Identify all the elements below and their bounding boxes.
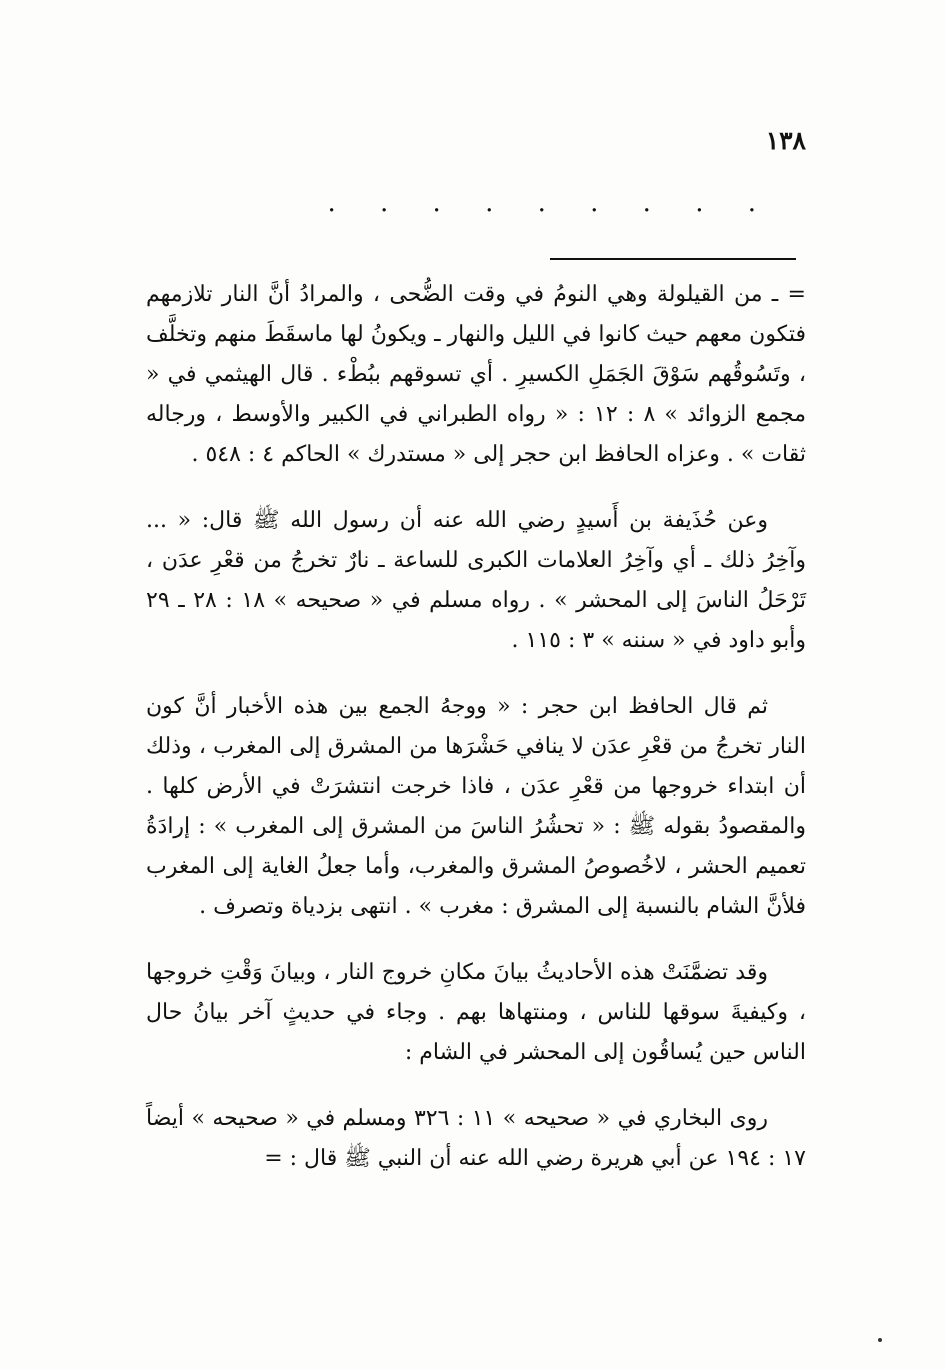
paragraph-hudhayfa-hadith: وعن حُذَيفة بن أَسيدٍ رضي الله عنه أن رسول الله ﷺ قال: « ... وآخِرُ ذلك ـ أي وآخِرُ العلامات الكبرى للساعة ـ نارٌ تخرجُ من قعْرِ عدَن ، تَرْحَلُ الناسَ إلى المحشر » . رواه مسلم في « صحيحه » ١٨ : ٢٨ ـ ٢٩ وأبو داود في « سننه » ٣ : ١١٥ . (146, 508, 806, 653)
paragraph-bukhari-narration: روى البخاري في « صحيحه » ١١ : ٣٢٦ ومسلم في « صحيحه » أيضاً ١٧ : ١٩٤ عن أبي هريرة رضي الله عنه أن النبي ﷺ قال : = (146, 1106, 806, 1171)
scan-speck (878, 1338, 882, 1342)
ellipsis-dots: . . . . . . . . . (327, 188, 774, 218)
footnote-separator-rule (550, 258, 796, 260)
paragraph-ibn-hajar-commentary: ثم قال الحافظ ابن حجر : « ووجهُ الجمع بين هذه الأخبار أنَّ كون النار تخرجُ من قعْرِ عدَن لا ينافي حَشْرَها من المشرق إلى المغرب ، وذلك أن ابتداء خروجها من قعْرِ عدَن ، فاذا خرجت انتشرَتْ في الأرض كلها . والمقصودُ بقوله ﷺ : « تحشُرُ الناسَ من المشرق إلى المغرب » : إرادَةُ تعميم الحشر ، لاخُصوصُ المشرق والمغرب، وأما جعلُ الغاية إلى المغرب فلأنَّ الشام بالنسبة إلى المشرق : مغرب » . انتهى بزدياة وتصرف . (146, 694, 806, 919)
page-number: ١٣٨ (765, 126, 806, 155)
paragraph-summary: وقد تضمَّنَتْ هذه الأحاديثُ بيانَ مكانِ خروج النار ، وبيانَ وَقْتِ خروجها ، وكيفيةَ سوقها للناس ، ومنتهاها بهم . وجاء في حديثٍ آخر بيانُ حال الناس حين يُساقُون إلى المحشر في الشام : (146, 960, 806, 1065)
page-body (146, 275, 806, 1201)
paragraph-footnote-continuation: = ـ من القيلولة وهي النومُ في وقت الضُّحى ، والمرادُ أنَّ النار تلازمهم فتكون معهم حيث كانوا في الليل والنهار ـ ويكونُ لها ماسقَطَ منهم وتخلَّف ، وتَسُوقُهم سَوْقَ الجَمَلِ الكسيرِ . أي تسوقهم ببُطْء . قال الهيثمي في « مجمع الزوائد » ٨ : ١٢ : « رواه الطبراني في الكبير والأوسط ، ورجاله ثقات » . وعزاه الحافظ ابن حجر إلى « مستدرك » الحاكم ٤ : ٥٤٨ . (146, 282, 806, 467)
